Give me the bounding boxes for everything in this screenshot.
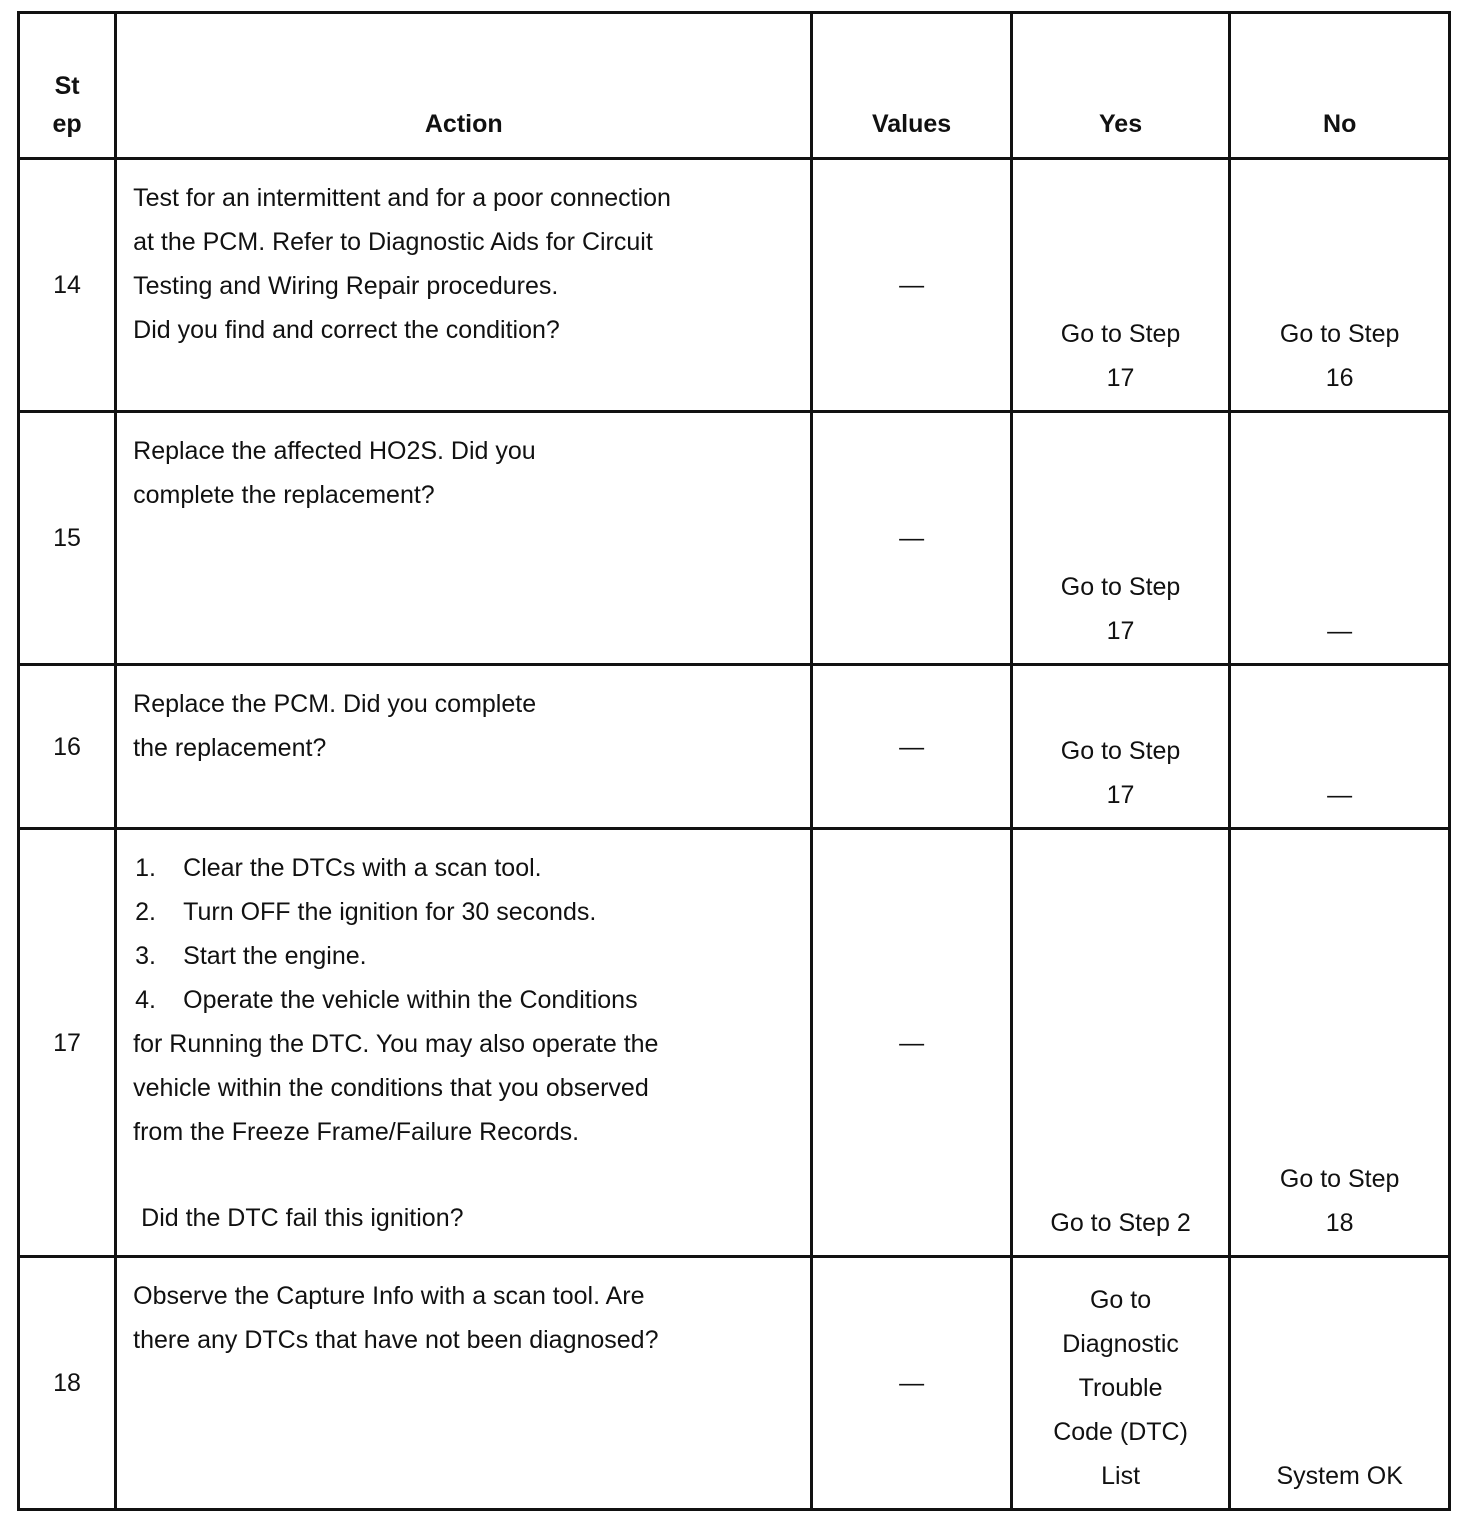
header-action: Action — [116, 13, 812, 159]
table-row — [19, 1257, 1450, 1510]
table-row — [19, 665, 1450, 829]
action-cell: Observe the Capture Info with a scan tool. Are there any DTCs that have not been diagnosed? — [116, 1257, 812, 1510]
list-item: 3. Start the engine. — [135, 942, 367, 970]
diagnostic-table — [17, 11, 1451, 1511]
step-number: 14 — [19, 159, 116, 412]
values-cell: — — [812, 412, 1011, 665]
table-row — [19, 412, 1450, 665]
action-cell: 1. Clear the DTCs with a scan tool. 2. Turn OFF the ignition for 30 seconds. 3. Start the engine. 4. Operate the vehicle within the Conditions for Running the DTC. You may also operate the vehicle within the conditions that you observed from the Freeze Frame/Failure Records. Did the DTC fail this ignition? — [116, 829, 812, 1257]
no-cell: — — [1230, 665, 1450, 829]
yes-cell: Go to Step 2 — [1011, 829, 1230, 1257]
yes-cell: Go to Step 17 — [1011, 412, 1230, 665]
action-cell: Test for an intermittent and for a poor connection at the PCM. Refer to Diagnostic Aids for Circuit Testing and Wiring Repair procedures. Did you find and correct the condition? — [116, 159, 812, 412]
values-cell: — — [812, 159, 1011, 412]
values-cell: — — [812, 1257, 1011, 1510]
action-cell: Replace the PCM. Did you complete the replacement? — [116, 665, 812, 829]
yes-cell: Go to Step 17 — [1011, 665, 1230, 829]
no-cell: — — [1230, 412, 1450, 665]
step-number: 17 — [19, 829, 116, 1257]
header-row — [19, 13, 1450, 159]
step-number: 16 — [19, 665, 116, 829]
step-number: 15 — [19, 412, 116, 665]
action-cell: Replace the affected HO2S. Did you complete the replacement? — [116, 412, 812, 665]
no-cell: Go to Step 18 — [1230, 829, 1450, 1257]
header-yes: Yes — [1011, 13, 1230, 159]
step-number: 18 — [19, 1257, 116, 1510]
question-text: Did the DTC fail this ignition? — [141, 1204, 464, 1232]
values-cell: — — [812, 829, 1011, 1257]
header-step: St ep — [19, 13, 116, 159]
table-row — [19, 829, 1450, 1257]
list-item: 1. Clear the DTCs with a scan tool. — [135, 854, 542, 882]
header-no: No — [1230, 13, 1450, 159]
values-cell: — — [812, 665, 1011, 829]
list-item: 4. Operate the vehicle within the Conditions — [135, 986, 638, 1014]
no-cell: Go to Step 16 — [1230, 159, 1450, 412]
list-item: 2. Turn OFF the ignition for 30 seconds. — [135, 898, 597, 926]
yes-cell: Go to Diagnostic Trouble Code (DTC) List — [1011, 1257, 1230, 1510]
table-row — [19, 159, 1450, 412]
yes-cell: Go to Step 17 — [1011, 159, 1230, 412]
no-cell: System OK — [1230, 1257, 1450, 1510]
header-values: Values — [812, 13, 1011, 159]
